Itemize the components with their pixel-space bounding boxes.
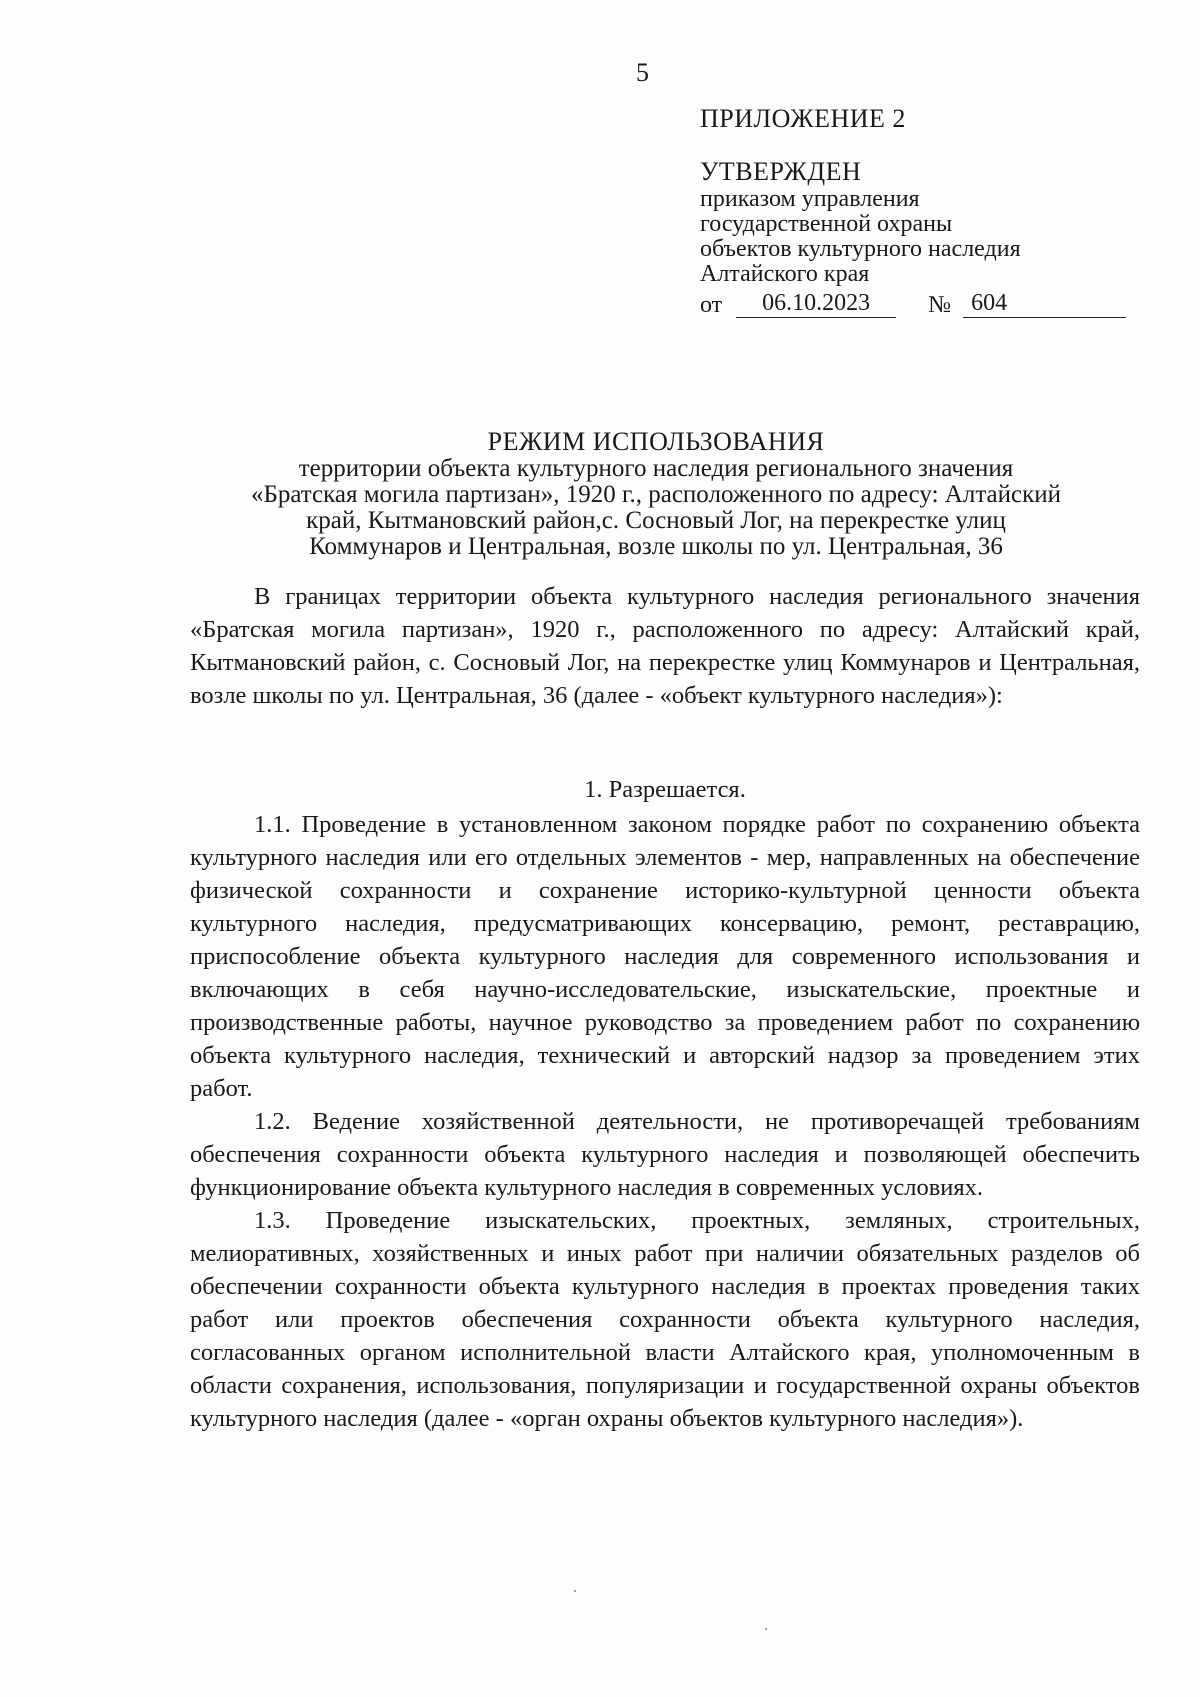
approval-line: объектов культурного наследия [700,236,1021,262]
intro-paragraph [190,580,1140,712]
order-date-number [700,291,1140,318]
heading-line: Коммунаров и Центральная, возле школы по ул. Центральная, 36 [309,533,1003,560]
document-heading [186,428,1126,560]
scan-speck [574,1590,576,1592]
appendix-label: ПРИЛОЖЕНИЕ 2 [700,104,906,133]
order-number: 604 [963,291,1126,318]
approval-line: Алтайского края [700,261,870,287]
approval-block [700,106,1140,318]
section-title: 1. Разрешается. [584,776,746,803]
heading-line: «Братская могила партизан», 1920 г., расположенного по адресу: Алтайский [250,481,1062,508]
section-items [190,808,1140,1435]
scan-speck [765,1628,767,1630]
approval-line: приказом управления [700,186,920,212]
intro-text: В границах территории объекта культурного наследия регионального значения «Братская могила партизан», 1920 г., расположенного по адресу: Алтайский край, Кытмановский район, с. Сосновый Лог, на перекрестке улиц Коммунаров и Центральная, возле школы по ул. Центральная, 36 (далее - «объект культурного наследия»): [190,583,1140,709]
page-number: 5 [636,58,649,87]
section-item-1-1: 1.1. Проведение в установленном законом порядке работ по сохранению объекта культурного наследия или его отдельных элементов - мер, направленных на обеспечение физической сохранности и сохранение историко-культурной ценности объекта культурного наследия, предусматривающих консервацию, ремонт, реставрацию, приспособление объекта культурного наследия для современного использования и включающих в себя научно-исследовательские, изыскательские, проектные и производственные работы, научное руководство за проведением работ по сохранению объекта культурного наследия, технический и авторский надзор за проведением этих работ. [190,811,1140,1102]
order-date: 06.10.2023 [736,291,896,318]
heading-line: территории объекта культурного наследия регионального значения [298,455,1014,482]
approval-line: государственной охраны [700,211,953,237]
section-item-1-2: 1.2. Ведение хозяйственной деятельности, не противоречащей требованиям обеспечения сохранности объекта культурного наследия и позволяющей обеспечить функционирование объекта культурного наследия в современных условиях. [190,1108,1140,1201]
date-prefix: от [700,292,723,318]
document-title: РЕЖИМ ИСПОЛЬЗОВАНИЯ [487,427,825,456]
number-sign: № [928,292,952,318]
heading-line: край, Кытмановский район,с. Сосновый Лог, на перекрестке улиц [306,507,1006,534]
section-item-1-3: 1.3. Проведение изыскательских, проектных, земляных, строительных, мелиоративных, хозяйственных и иных работ при наличии обязательных разделов об обеспечении сохранности объекта культурного наследия в проектах проведения таких работ или проектов обеспечения сохранности объекта культурного наследия, согласованных органом исполнительной власти Алтайского края, уполномоченным в области сохранения, использования, популяризации и государственной охраны объектов культурного наследия (далее - «орган охраны объектов культурного наследия»). [190,1207,1140,1432]
approved-label: УТВЕРЖДЕН [700,157,862,186]
